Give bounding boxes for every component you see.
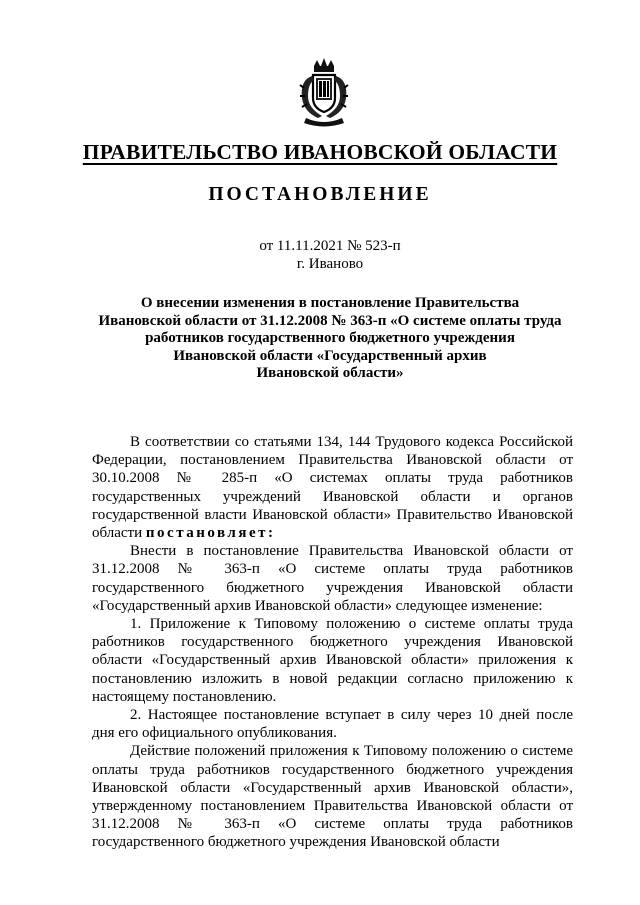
- date-number: от 11.11.2021 № 523-п: [259, 238, 401, 254]
- paragraph-item-1: 1. Приложение к Типовому положению о системе оплаты труда работников государственного бюджетного учреждения Ивановской области «Государственный архив Ивановской области» приложения к постановлению изложить в новой редакции согласно приложению к настоящему постановлению.: [92, 616, 573, 705]
- title-line: Ивановской области от 31.12.2008 № 363-п «О системе оплаты труда: [98, 312, 562, 329]
- document-meta: [0, 237, 640, 273]
- paragraph-item-2: 2. Настоящее постановление вступает в силу через 10 дней после дня его официального опубликования.: [92, 707, 573, 742]
- coat-of-arms-icon: [292, 58, 356, 128]
- document-type: ПОСТАНОВЛЕНИЕ: [208, 184, 432, 205]
- preamble-text: В соответствии со статьями 134, 144 Трудового кодекса Российской Федерации, постановлением Правительства Ивановской области от 30.10.2008 № 285-п «О системах оплаты труда работников государственных учреждений Ивановской области и органов государственной власти Ивановской области» Правительство Ивановской области: [92, 434, 573, 542]
- title-line: Ивановской области «Государственный архив: [173, 347, 487, 364]
- title-line: О внесении изменения в постановление Правительства: [140, 295, 520, 311]
- organization-name: ПРАВИТЕЛЬСТВО ИВАНОВСКОЙ ОБЛАСТИ: [82, 140, 558, 164]
- paragraph-effect: Действие положений приложения к Типовому положению о системе оплаты труда работников государственного бюджетного учреждения Ивановской области «Государственный архив Ивановской области», утвержденному постановлением Правительства Ивановской области от 31.12.2008 № 363-п «О системе оплаты труда работников государственного бюджетного учреждения Ивановской области: [92, 743, 573, 851]
- paragraph-preamble: [92, 433, 573, 542]
- paragraph-amendment: Внести в постановление Правительства Ивановской области от 31.12.2008 № 363-п «О системе оплаты труда работников государственного бюджетного учреждения Ивановской области «Государственный архив Ивановской области» следующее изменение:: [92, 543, 573, 614]
- city: г. Иваново: [296, 256, 364, 272]
- document-body: [92, 433, 573, 852]
- organization-heading: [0, 140, 640, 165]
- title-line: Ивановской области»: [256, 365, 404, 381]
- crown-icon: [314, 58, 334, 72]
- document-title: [80, 295, 580, 383]
- resolves-keyword: постановляет:: [145, 525, 276, 542]
- title-line: работников государственного бюджетного учреждения: [145, 330, 515, 346]
